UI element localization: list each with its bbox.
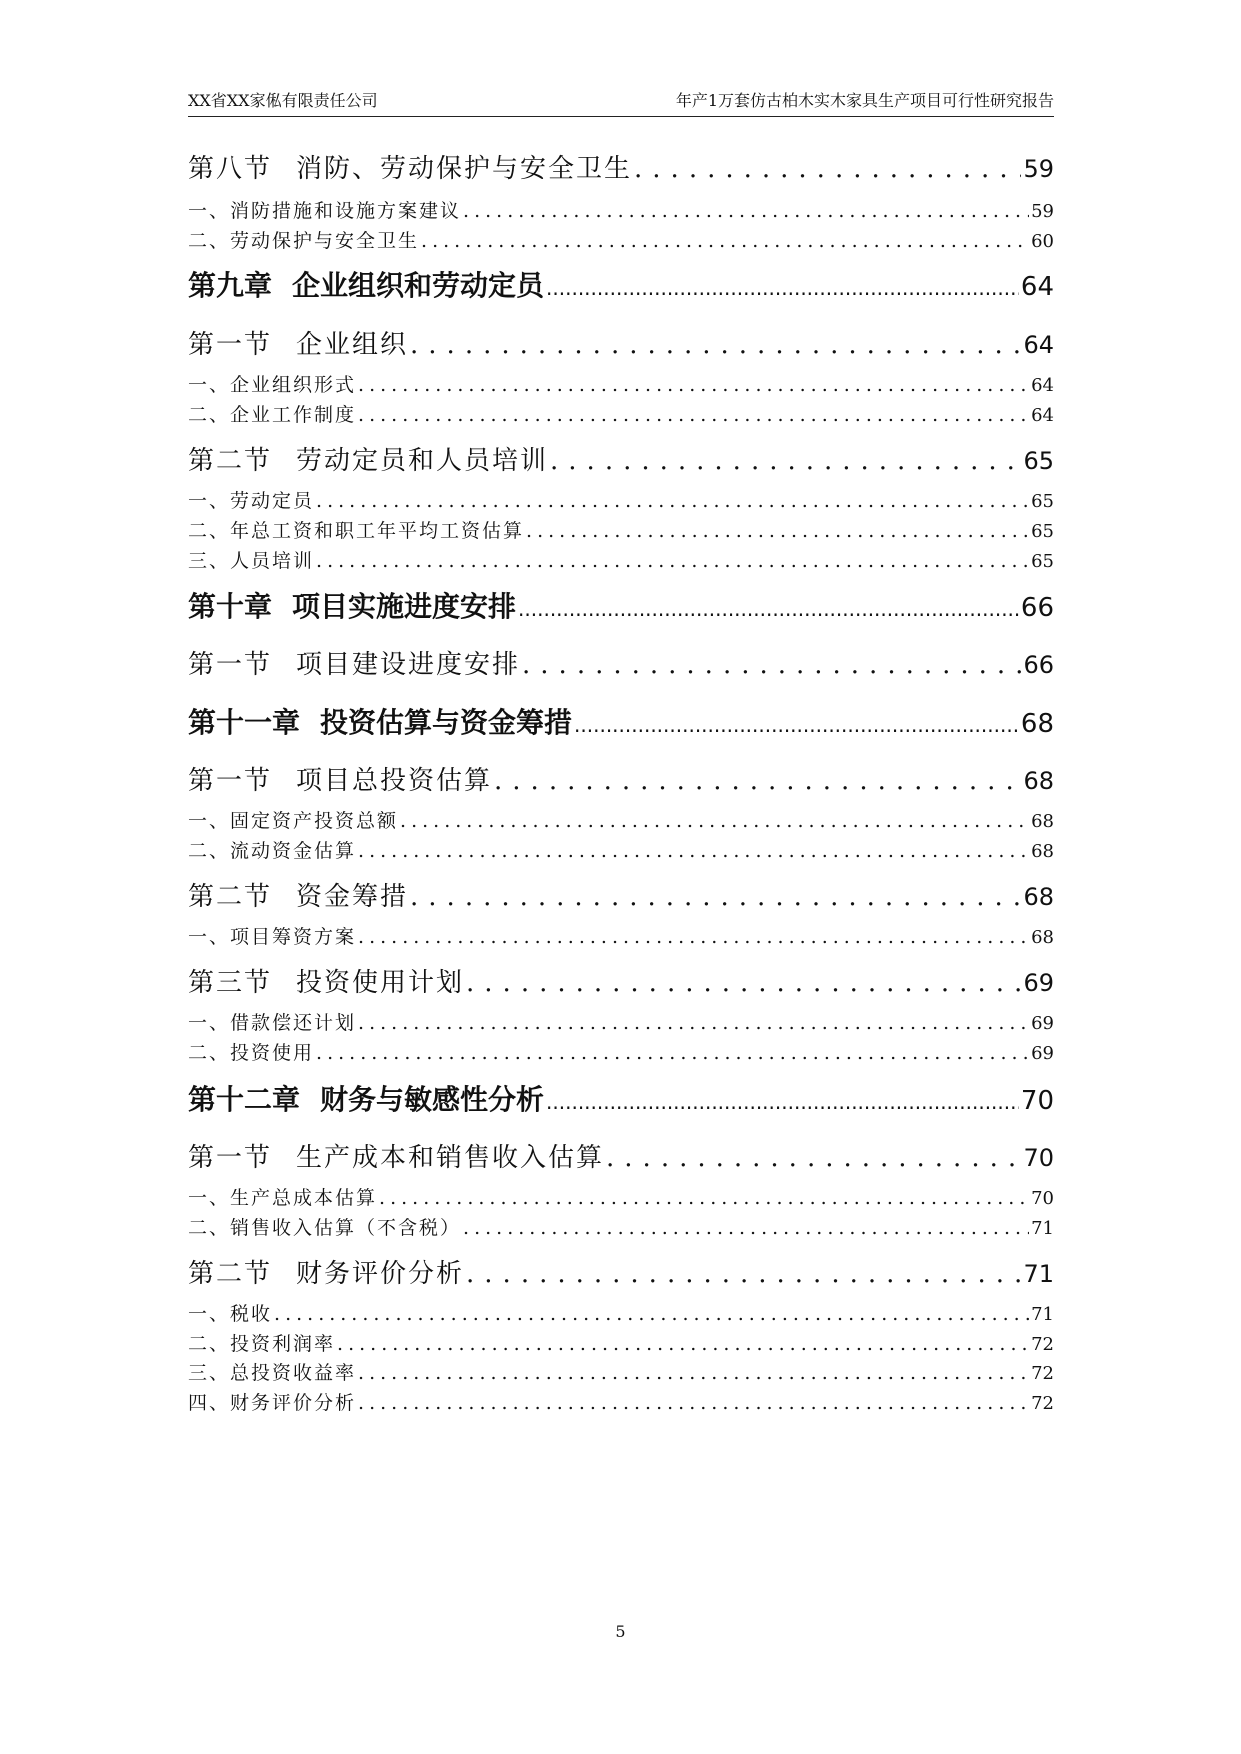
toc-entry-ch[interactable] [188,701,1054,741]
toc-entry-sec[interactable] [188,440,1054,477]
toc-entry-page: 70 [1023,1144,1054,1172]
toc-leader-dots [358,374,1029,396]
toc-leader-dots [337,1333,1029,1355]
toc-entry-number: 第一节 [188,650,273,680]
toc-entry-number: 一、 [188,200,231,222]
toc-entry-sub[interactable] [188,1388,1054,1415]
toc-entry-sub[interactable] [188,516,1054,543]
toc-entry-page: 65 [1031,551,1054,572]
toc-entry-number: 二、 [188,230,231,252]
toc-entry-sub[interactable] [188,1183,1054,1210]
toc-entry-title: 消防措施和设施方案建议 [230,200,462,222]
toc-leader-dots [466,1259,1021,1289]
toc-entry-page: 69 [1023,969,1054,997]
toc-entry-title: 投资使用计划 [296,968,465,998]
toc-entry-page: 59 [1031,201,1054,222]
toc-entry-number: 一、 [188,810,231,832]
toc-entry-page: 71 [1031,1304,1054,1325]
toc-entry-number: 二、 [188,1333,231,1355]
toc-entry-title: 企业组织 [296,330,409,360]
toc-leader-dots [421,230,1029,252]
toc-entry-number: 二、 [188,1042,231,1064]
toc-entry-number: 三、 [188,550,231,572]
toc-entry-title: 税收 [230,1303,273,1325]
toc-entry-title: 项目建设进度安排 [296,650,521,680]
toc-entry-number: 第三节 [188,968,273,998]
toc-entry-sub[interactable] [188,196,1054,223]
toc-leader-dots [358,926,1029,948]
toc-entry-title: 项目总投资估算 [296,766,493,796]
toc-leader-dots [574,713,1019,737]
toc-leader-dots [550,446,1021,476]
toc-entry-sub[interactable] [188,486,1054,513]
toc-entry-number: 二、 [188,1217,231,1239]
toc-entry-sub[interactable] [188,400,1054,427]
toc-leader-dots [463,200,1029,222]
toc-entry-ch[interactable] [188,1078,1054,1118]
toc-leader-dots [316,1042,1029,1064]
toc-entry-page: 64 [1023,331,1054,359]
company-name: XX省XX家俬有限责任公司 [188,91,378,110]
toc-entry-sub[interactable] [188,1038,1054,1065]
toc-leader-dots [518,597,1019,621]
toc-entry-title: 财务评价分析 [296,1259,465,1289]
toc-leader-dots [379,1187,1029,1209]
toc-entry-number: 第十二章 [188,1083,301,1116]
toc-entry-page: 68 [1031,927,1054,948]
toc-entry-number: 第十章 [188,590,273,623]
toc-entry-number: 二、 [188,840,231,862]
toc-entry-sec[interactable] [188,760,1054,797]
toc-entry-page: 64 [1031,375,1054,396]
toc-leader-dots [358,1362,1029,1384]
toc-entry-page: 70 [1031,1188,1054,1209]
toc-leader-dots [358,1392,1029,1414]
toc-entry-page: 65 [1031,491,1054,512]
toc-entry-page: 69 [1031,1013,1054,1034]
toc-entry-title: 固定资产投资总额 [230,810,399,832]
toc-leader-dots [316,490,1029,512]
toc-entry-number: 第二节 [188,446,273,476]
toc-entry-number: 二、 [188,520,231,542]
toc-entry-sec[interactable] [188,324,1054,361]
toc-entry-number: 一、 [188,926,231,948]
toc-leader-dots [546,276,1019,300]
toc-entry-number: 第一节 [188,766,273,796]
toc-entry-title: 生产成本和销售收入估算 [296,1143,605,1173]
toc-entry-number: 二、 [188,404,231,426]
toc-entry-title: 财务评价分析 [230,1392,357,1414]
toc-leader-dots [634,154,1021,184]
toc-entry-sec[interactable] [188,962,1054,999]
toc-entry-page: 72 [1031,1393,1054,1414]
toc-entry-page: 68 [1023,767,1054,795]
toc-entry-sub[interactable] [188,806,1054,833]
toc-entry-page: 71 [1031,1218,1054,1239]
toc-entry-page: 68 [1020,709,1054,739]
toc-entry-page: 72 [1031,1363,1054,1384]
toc-entry-page: 60 [1031,231,1054,252]
toc-entry-sec[interactable] [188,644,1054,681]
toc-entry-title: 项目实施进度安排 [292,590,517,623]
toc-entry-title: 劳动保护与安全卫生 [230,230,420,252]
toc-entry-title: 年总工资和职工年平均工资估算 [230,520,525,542]
toc-entry-number: 第一节 [188,1143,273,1173]
toc-leader-dots [274,1303,1029,1325]
toc-entry-page: 72 [1031,1334,1054,1355]
toc-leader-dots [526,520,1029,542]
toc-entry-page: 71 [1023,1260,1054,1288]
toc-entry-number: 一、 [188,1187,231,1209]
toc-entry-title: 生产总成本估算 [230,1187,378,1209]
toc-entry-title: 投资利润率 [230,1333,336,1355]
toc-leader-dots [522,650,1021,680]
toc-entry-sub[interactable] [188,1358,1054,1385]
toc-entry-title: 流动资金估算 [230,840,357,862]
toc-entry-number: 一、 [188,374,231,396]
toc-entry-title: 投资估算与资金筹措 [320,706,573,739]
toc-entry-title: 资金筹措 [296,882,409,912]
toc-leader-dots [316,550,1029,572]
toc-entry-sub[interactable] [188,1299,1054,1326]
toc-entry-sec[interactable] [188,1253,1054,1290]
toc-leader-dots [358,404,1029,426]
toc-entry-number: 第八节 [188,154,273,184]
toc-entry-number: 一、 [188,1012,231,1034]
toc-entry-title: 劳动定员 [230,490,315,512]
toc-entry-page: 68 [1031,811,1054,832]
toc-entry-page: 68 [1031,841,1054,862]
toc-entry-sec[interactable] [188,876,1054,913]
toc-entry-sub[interactable] [188,546,1054,573]
toc-entry-title: 项目筹资方案 [230,926,357,948]
toc-entry-page: 69 [1031,1043,1054,1064]
page-number: 5 [615,1622,626,1641]
toc-entry-sec[interactable] [188,148,1054,185]
toc-entry-page: 68 [1023,883,1054,911]
toc-entry-title: 企业组织形式 [230,374,357,396]
toc-leader-dots [494,766,1021,796]
toc-entry-page: 66 [1020,593,1054,623]
toc-entry-number: 一、 [188,490,231,512]
toc-entry-page: 64 [1031,405,1054,426]
toc-entry-number: 四、 [188,1392,231,1414]
toc-entry-number: 三、 [188,1362,231,1384]
toc-entry-sub[interactable] [188,1213,1054,1240]
toc-entry-number: 第二节 [188,1259,273,1289]
toc-entry-title: 借款偿还计划 [230,1012,357,1034]
toc-leader-dots [466,968,1021,998]
toc-entry-number: 一、 [188,1303,231,1325]
toc-entry-ch[interactable] [188,585,1054,625]
toc-entry-number: 第十一章 [188,706,301,739]
toc-entry-title: 销售收入估算（不含税） [230,1217,462,1239]
toc-entry-page: 70 [1020,1086,1054,1116]
toc-entry-number: 第二节 [188,882,273,912]
toc-entry-title: 消防、劳动保护与安全卫生 [296,154,633,184]
toc-leader-dots [410,882,1021,912]
toc-entry-page: 64 [1020,272,1054,302]
toc-entry-title: 总投资收益率 [230,1362,357,1384]
toc-entry-sub[interactable] [188,1008,1054,1035]
page-header [188,88,1054,117]
toc-entry-sub[interactable] [188,922,1054,949]
toc-leader-dots [400,810,1029,832]
toc-entry-page: 65 [1031,521,1054,542]
toc-entry-sub[interactable] [188,370,1054,397]
toc-leader-dots [410,330,1021,360]
toc-leader-dots [606,1143,1021,1173]
toc-entry-ch[interactable] [188,264,1054,304]
toc-entry-title: 投资使用 [230,1042,315,1064]
toc-leader-dots [358,840,1029,862]
toc-leader-dots [546,1090,1019,1114]
toc-entry-sec[interactable] [188,1137,1054,1174]
toc-entry-title: 企业工作制度 [230,404,357,426]
toc-entry-sub[interactable] [188,226,1054,253]
toc-entry-sub[interactable] [188,1329,1054,1356]
toc-entry-page: 66 [1023,651,1054,679]
toc-leader-dots [358,1012,1029,1034]
toc-entry-page: 65 [1023,447,1054,475]
toc-entry-title: 财务与敏感性分析 [320,1083,545,1116]
toc-entry-number: 第一节 [188,330,273,360]
toc-entry-sub[interactable] [188,836,1054,863]
toc-leader-dots [463,1217,1029,1239]
toc-entry-title: 人员培训 [230,550,315,572]
toc-entry-title: 企业组织和劳动定员 [292,269,545,302]
report-title: 年产1万套仿古柏木实木家具生产项目可行性研究报告 [675,91,1054,110]
toc-entry-page: 59 [1023,155,1054,183]
toc-entry-number: 第九章 [188,269,273,302]
toc-entry-title: 劳动定员和人员培训 [296,446,549,476]
